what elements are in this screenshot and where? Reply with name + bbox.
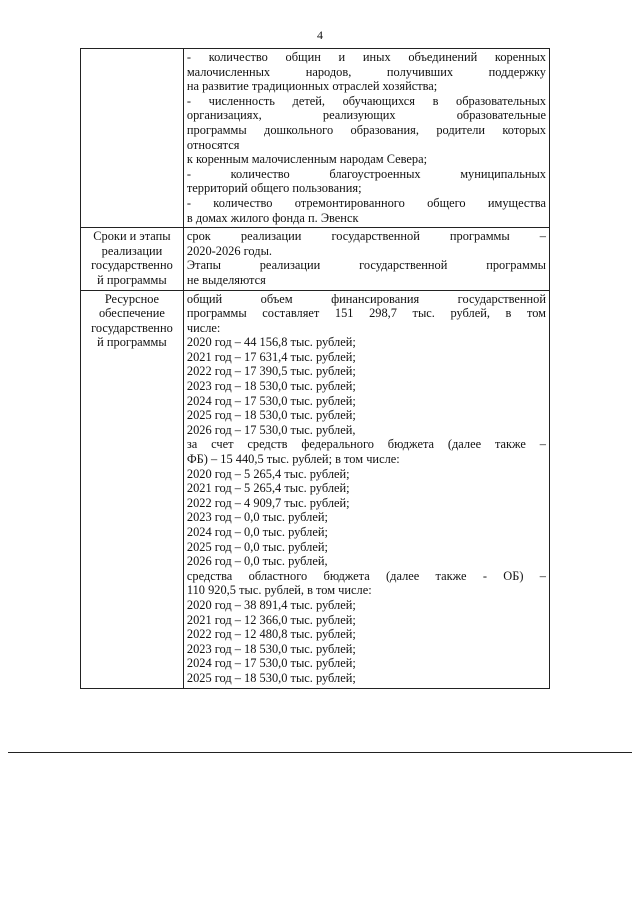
- content-line: 2021 год – 12 366,0 тыс. рублей;: [186, 612, 356, 627]
- content-line: 2020 год – 38 891,4 тыс. рублей;: [186, 597, 356, 612]
- content-line: малочисленных народов, получивших поддержку: [186, 64, 546, 79]
- row-label-line: государственно: [91, 320, 173, 335]
- row-label-cell: [81, 290, 184, 688]
- content-line: 2025 год – 18 530,0 тыс. рублей;: [186, 670, 356, 685]
- content-line: 2021 год – 17 631,4 тыс. рублей;: [186, 349, 356, 364]
- content-line: программы составляет 151 298,7 тыс. рублей, в том: [186, 306, 546, 321]
- content-line: в домах жилого фонда п. Эвенск: [186, 210, 359, 225]
- table-body: [81, 49, 550, 689]
- content-line: 2026 год – 0,0 тыс. рублей,: [186, 554, 328, 569]
- row-label-line: реализации: [101, 243, 163, 258]
- row-label-line: й программы: [97, 335, 167, 350]
- content-line: не выделяются: [186, 272, 266, 287]
- content-line: 2025 год – 0,0 тыс. рублей;: [186, 539, 328, 554]
- content-line: 2021 год – 5 265,4 тыс. рублей;: [186, 481, 350, 496]
- row-content-cell: [183, 49, 549, 228]
- bottom-divider: [8, 752, 632, 753]
- content-line: - количество общин и иных объединений коренных: [186, 50, 546, 64]
- row-label-line: й программы: [97, 272, 167, 287]
- table-row: [81, 290, 550, 688]
- content-line: относятся: [186, 137, 240, 152]
- content-line: 2023 год – 0,0 тыс. рублей;: [186, 510, 328, 525]
- row-label-cell: [81, 49, 184, 228]
- content-line: средства областного бюджета (далее также - ОБ) –: [186, 568, 546, 583]
- program-passport-table: [80, 48, 550, 689]
- content-line: на развитие традиционных отраслей хозяйства;: [186, 79, 438, 94]
- content-line: срок реализации государственной программы –: [186, 229, 546, 244]
- row-content-cell: [183, 228, 549, 290]
- content-line: 2025 год – 18 530,0 тыс. рублей;: [186, 408, 356, 423]
- content-line: 2026 год – 17 530,0 тыс. рублей,: [186, 422, 356, 437]
- content-line: 2024 год – 0,0 тыс. рублей;: [186, 525, 328, 539]
- content-line: за счет средств федерального бюджета (далее также –: [186, 437, 546, 452]
- content-line: 110 920,5 тыс. рублей, в том числе:: [186, 583, 372, 598]
- row-label-line: государственно: [91, 258, 173, 273]
- content-line: общий объем финансирования государственной: [186, 291, 546, 306]
- content-line: - численность детей, обучающихся в образовательных: [186, 93, 546, 108]
- row-label-line: Ресурсное: [104, 291, 160, 306]
- table-row: [81, 49, 550, 228]
- content-line: 2022 год – 4 909,7 тыс. рублей;: [186, 495, 350, 510]
- content-line: числе:: [186, 320, 221, 335]
- row-label-line: обеспечение: [98, 306, 165, 321]
- row-content-cell: [183, 290, 549, 688]
- content-line: 2020 год – 44 156,8 тыс. рублей;: [186, 335, 356, 350]
- content-line: программы дошкольного образования, родители которых: [186, 122, 546, 137]
- content-line: 2024 год – 17 530,0 тыс. рублей;: [186, 393, 356, 408]
- content-line: 2022 год – 17 390,5 тыс. рублей;: [186, 364, 356, 379]
- row-label-cell: [81, 228, 184, 290]
- content-line: 2023 год – 18 530,0 тыс. рублей;: [186, 641, 356, 656]
- table-row: [81, 228, 550, 290]
- content-line: 2022 год – 12 480,8 тыс. рублей;: [186, 627, 356, 642]
- content-line: - количество отремонтированного общего имущества: [186, 195, 546, 210]
- content-line: Этапы реализации государственной программы: [186, 258, 546, 273]
- row-label-line: Сроки и этапы: [93, 229, 171, 244]
- content-line: территорий общего пользования;: [186, 181, 362, 196]
- content-line: 2024 год – 17 530,0 тыс. рублей;: [186, 656, 356, 671]
- page-number: 4: [317, 28, 323, 42]
- content-line: к коренным малочисленным народам Севера;: [186, 152, 428, 167]
- content-line: ФБ) – 15 440,5 тыс. рублей; в том числе:: [186, 452, 400, 467]
- content-line: организациях, реализующих образовательные: [186, 108, 546, 123]
- content-line: - количество благоустроенных муниципальных: [186, 166, 546, 181]
- content-line: 2023 год – 18 530,0 тыс. рублей;: [186, 379, 356, 394]
- content-line: 2020-2026 годы.: [186, 243, 272, 258]
- content-line: 2020 год – 5 265,4 тыс. рублей;: [186, 466, 350, 481]
